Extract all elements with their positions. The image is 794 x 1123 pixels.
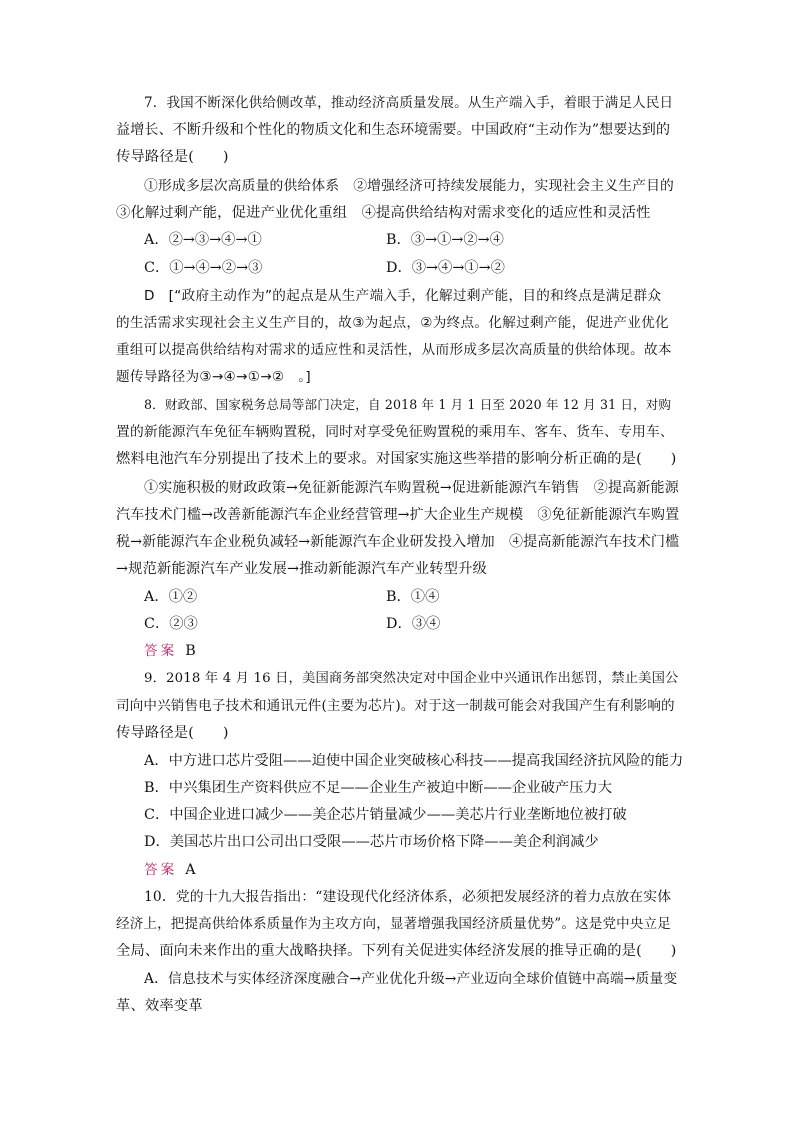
q10-stem-line-3: 全局、面向未来作出的重大战略抉择。下列有关促进实体经济发展的推导正确的是( ) (116, 943, 677, 959)
q8-answer-value: B (185, 643, 196, 659)
q9-stem-line-2: 司向中兴销售电子技术和通讯元件(主要为芯片)。对于这一制裁可能会对我国产生有利影响的 (116, 698, 675, 714)
q9-stem-line-3: 传导路径是( ) (116, 725, 229, 741)
q8-option-b: B．①④ (386, 589, 440, 605)
q7-option-a: A．②→③→④→① (144, 232, 262, 248)
q8-answer-label: 答案 (144, 643, 178, 659)
q8-option-c: C．②③ (144, 616, 198, 632)
q8-item-line-2: 汽车技术门槛→改善新能源汽车企业经营管理→扩大企业生产规模 ③免征新能源汽车购置 (116, 507, 680, 523)
q8-stem-line-3: 燃料电池汽车分别提出了技术上的要求。对国家实施这些举措的影响分析正确的是( ) (116, 451, 677, 467)
q9-stem-line-1: 9．2018 年 4 月 16 日，美国商务部突然决定对中国企业中兴通讯作出惩罚，禁止美国公 (144, 671, 679, 686)
q10-option-a-line-2: 革、效率变革 (116, 998, 203, 1014)
q8-option-a: A．①② (144, 589, 198, 605)
q9-answer-value: A (185, 862, 196, 878)
q8-item-line-3: 税→新能源汽车企业税负减轻→新能源汽车企业研发投入增加 ④提高新能源汽车技术门槛 (116, 534, 680, 550)
q7-item-line-2: ③化解过剩产能，促进产业优化重组 ④提高供给结构对需求变化的适应性和灵活性 (116, 205, 651, 221)
q8-item-line-1: ①实施积极的财政政策→免征新能源汽车购置税→促进新能源汽车销售 ②提高新能源 (144, 480, 679, 496)
q9-answer-label: 答案 (144, 862, 178, 878)
q7-stem-line-1: 7．我国不断深化供给侧改革，推动经济高质量发展。从生产端入手，着眼于满足人民日 (144, 95, 674, 111)
q10-stem-line-1: 10．党的十九大报告指出：“建设现代化经济体系，必须把发展经济的着力点放在实体 (144, 889, 672, 905)
q7-explanation-line-1: D [“政府主动作为”的起点是从生产端入手，化解过剩产能，目的和终点是满足群众 (144, 288, 662, 304)
q7-explanation-line-3: 重组可以提高供给结构对需求的适应性和灵活性，从而形成多层次高质量的供给体现。故本 (116, 342, 672, 358)
q7-explanation-line-4: 题传导路径为③→④→①→② 。] (116, 369, 311, 385)
q7-option-b: B．③→①→②→④ (386, 232, 504, 248)
q8-option-d: D．③④ (386, 616, 441, 632)
q9-option-a: A．中方进口芯片受阻——迫使中国企业突破核心科技——提高我国经济抗风险的能力 (144, 753, 684, 769)
q9-option-d: D．美国芯片出口公司出口受限——芯片市场价格下降——美企利润减少 (144, 834, 599, 850)
q9-option-b: B．中兴集团生产资料供应不足——企业生产被迫中断——企业破产压力大 (144, 780, 613, 796)
q10-option-a-line-1: A．信息技术与实体经济深度融合→产业优化升级→产业迈向全球价值链中高端→质量变 (144, 971, 678, 987)
q8-item-line-4: →规范新能源汽车产业发展→推动新能源汽车产业转型升级 (116, 561, 487, 577)
q7-stem-line-3: 传导路径是( ) (116, 149, 229, 165)
q7-item-line-1: ①形成多层次高质量的供给体系 ②增强经济可持续发展能力，实现社会主义生产目的 (144, 178, 674, 194)
q7-stem-line-2: 益增长、不断升级和个性化的物质文化和生态环境需要。中国政府“主动作为”想要达到的 (116, 122, 671, 138)
q10-stem-line-2: 经济上，把提高供给体系质量作为主攻方向，显著增强我国经济质量优势”。这是党中央立足 (116, 916, 671, 932)
q9-option-c: C．中国企业进口减少——美企芯片销量减少——美芯片行业垄断地位被打破 (144, 807, 627, 823)
q8-stem-line-1: 8．财政部、国家税务总局等部门决定，自 2018 年 1 月 1 日至 2020 年 12 月 31 日，对购 (144, 397, 672, 412)
q7-option-c: C．①→④→②→③ (144, 260, 263, 276)
q7-option-d: D．③→④→①→② (386, 260, 505, 276)
q7-explanation-line-2: 的生活需求实现社会主义生产目的，故③为起点，②为终点。化解过剩产能，促进产业优化 (116, 315, 669, 331)
q8-stem-line-2: 置的新能源汽车免征车辆购置税，同时对享受免征购置税的乘用车、客车、货车、专用车、 (116, 424, 674, 440)
q9-answer (144, 860, 196, 880)
q8-answer (144, 641, 196, 661)
